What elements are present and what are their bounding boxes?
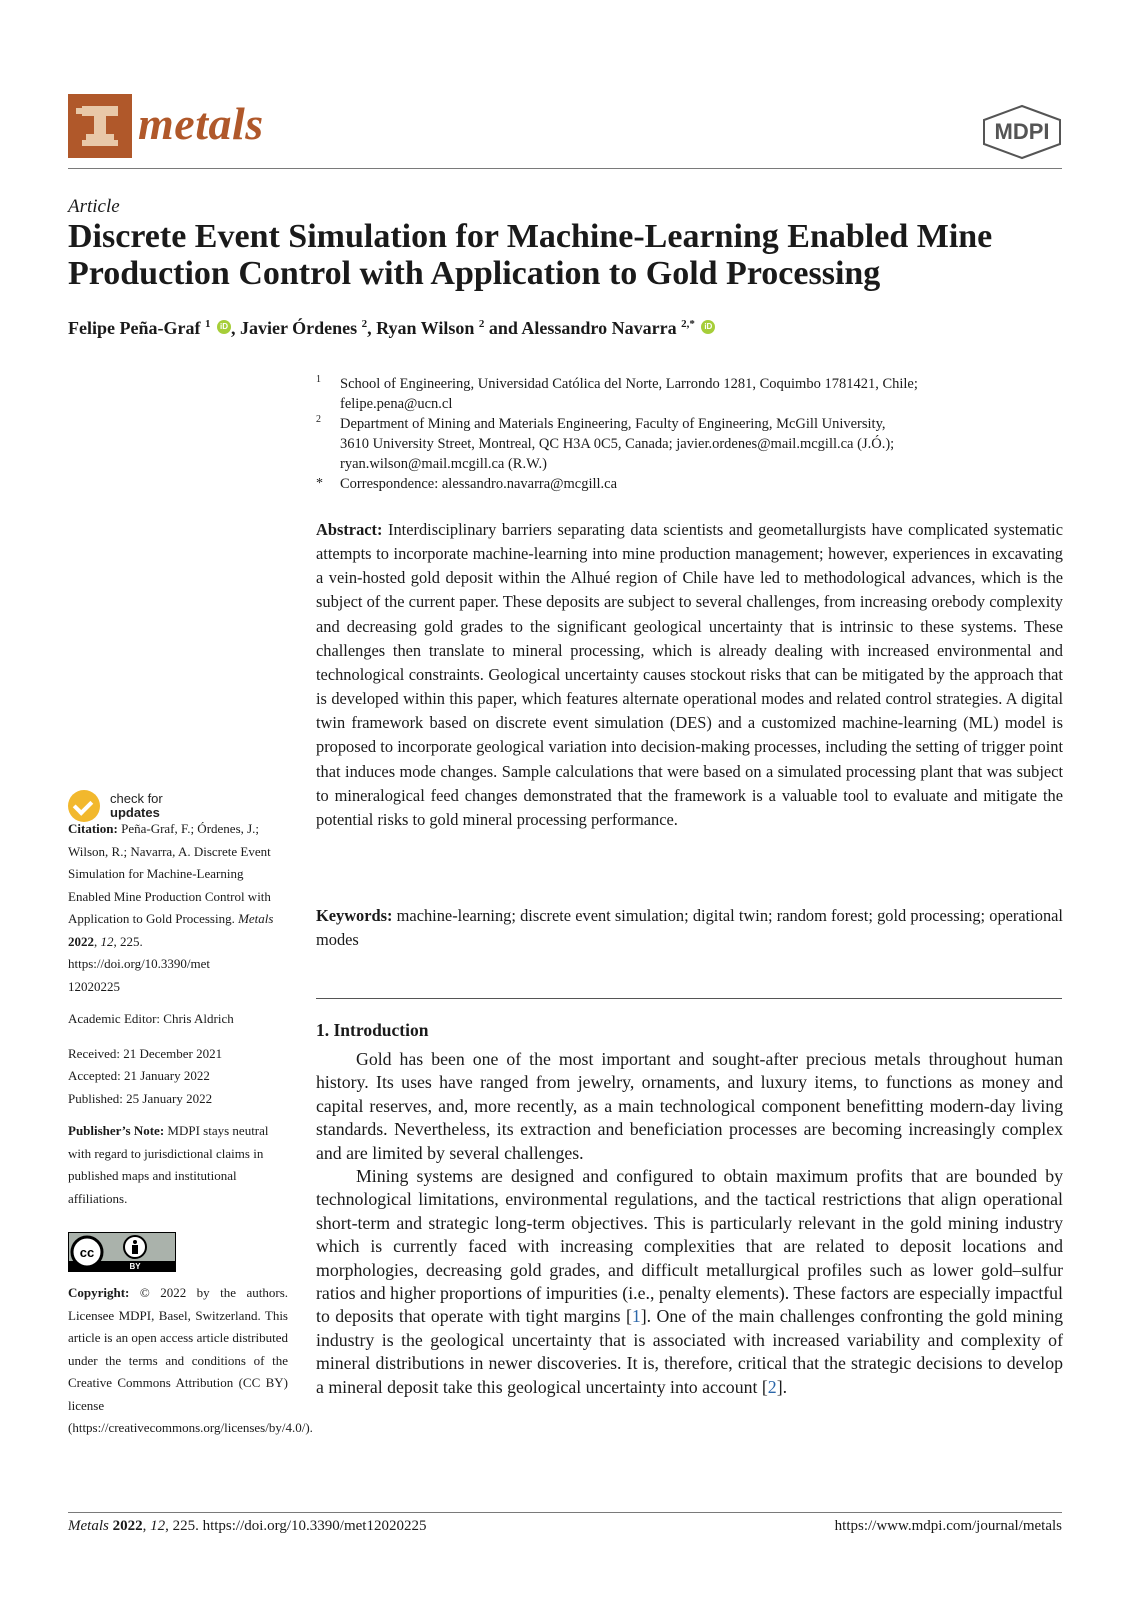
title-line-1: Discrete Event Simulation for Machine-Learning Enabled Mine <box>68 218 993 255</box>
academic-editor: Academic Editor: Chris Aldrich <box>68 1011 234 1026</box>
citation: Citation: Peña-Graf, F.; Órdenes, J.; Wilson, R.; Navarra, A. Discrete Event Simulation for Machine-Learning Enabled Mine Production Control with Application to Gold Processing. Metals 2022, 12, 225. https://doi.org/10.3390/met 12020225 <box>68 818 288 998</box>
cc-by-license-icon[interactable] <box>68 1232 176 1272</box>
author-affiliation-mark: 1 <box>204 318 211 330</box>
abstract-text: Interdisciplinary barriers separating data scientists and geometallurgists have complicated systematic attempts to incorporate machine-learning into mine production management; however, experiences in excavating a vein-hosted gold deposit within the Alhué region of Chile have led to methodological advances, which is the subject of the current paper. These deposits are subject to several challenges, from increasing orebody complexity and decreasing gold grades to the significant geological uncertainty that is intrinsic to these systems. These challenges then translate to mineral processing, which is already dealing with increased environmental and technological constraints. Geological uncertainty causes stockout risks that can be mitigated by the approach that is developed within this paper, which features alternate operational modes and related control strategies. A digital twin framework based on discrete event simulation (DES) and a customized machine-learning (ML) model is proposed to incorporate geological variation into decision-making processes, including the setting of trigger point that induces mode changes. Sample calculations that were based on a simulated processing plant that was subject to mineralogical feed changes demonstrated that the framework is a valuable tool to evaluate and mitigate the potential risks to gold mineral processing performance. <box>316 520 1063 829</box>
keywords-label: Keywords: <box>316 906 393 925</box>
author-affiliation-mark: 2 <box>361 318 368 330</box>
author-email[interactable]: felipe.pena@ucn.cl <box>340 396 453 412</box>
abstract-label: Abstract: <box>316 520 383 539</box>
author-list: Felipe Peña-Graf $^1$ iD , Javier Órdenes $^2$, Ryan Wilson $^2$ and Alessandro Navarra $^{2,*}$ iD <box>68 318 715 339</box>
abstract <box>316 518 1063 832</box>
header-divider <box>68 168 1062 169</box>
svg-text:BY: BY <box>129 1262 141 1271</box>
affiliation-1: 1 School of Engineering, Universidad Católica del Norte, Larrondo 1281, Coquimbo 1781421, Chile; felipe.pena@ucn.cl <box>316 374 1016 414</box>
section-divider <box>316 998 1062 999</box>
affiliation-2: 2 Department of Mining and Materials Engineering, Faculty of Engineering, McGill University, 3610 University Street, Montreal, QC H3A 0C5, Canada; javier.ordenes@mail.mcgill.ca (J.Ó.); ryan.wilson@mail.mcgill.ca (R.W.) <box>316 414 895 472</box>
author-name[interactable]: Alessandro Navarra <box>521 318 677 338</box>
author-name[interactable]: Felipe Peña-Graf <box>68 318 201 338</box>
check-for-updates-badge[interactable]: check for updates <box>68 790 163 822</box>
correspondence: * Correspondence: alessandro.navarra@mcgill.ca <box>316 476 618 492</box>
orcid-icon[interactable]: iD <box>701 320 715 334</box>
article-title <box>68 218 1068 292</box>
article-type: Article <box>68 196 120 217</box>
intro-paragraph-2: Mining systems are designed and configured to obtain maximum profits that are bounded by technological limitations, environmental regulations, and the tactical restrictions that align operational short-term and strategic long-term objectives. This is particularly relevant in the gold mining industry which is currently faced with increasing complexities that are related to deposit locations and morphologies, decreasing gold grades, and difficult metallurgical profiles such as lower gold–sulfur ratios and higher proportions of impurities (i.e., penalty elements). These factors are especially impactful to deposits that operate with tight margins [1]. One of the main challenges confronting the gold mining industry is the geological uncertainty that is associated with increased variability and complexity of mineral distributions in newer discoveries. It is, therefore, critical that the strategic decisions to develop a mineral deposit take this geological uncertainty into account [2]. <box>316 1166 1063 1397</box>
svg-text:cc: cc <box>79 1245 95 1260</box>
footer-divider <box>68 1512 1062 1513</box>
copyright-notice: Copyright: © 2022 by the authors. Licensee MDPI, Basel, Switzerland. This article is an open access article distributed under the terms and conditions of the Creative Commons Attribution (CC BY) license (https://creativecommons.org/licenses/by/4.0/). <box>68 1285 313 1435</box>
mdpi-logo <box>980 104 1064 165</box>
section-heading: 1. Introduction <box>316 1020 429 1040</box>
keywords <box>316 904 1063 952</box>
journal-logo-icon <box>68 94 132 158</box>
author-affiliation-mark: 2,* <box>681 318 695 330</box>
publishers-note: Publisher’s Note: MDPI stays neutral with regard to jurisdictional claims in published maps and institutional affiliations. <box>68 1123 269 1206</box>
journal-name: metals <box>138 98 264 149</box>
footer-doi[interactable]: , 225. https://doi.org/10.3390/met12020225 <box>165 1518 427 1534</box>
journal-url[interactable]: https://www.mdpi.com/journal/metals <box>834 1518 1062 1534</box>
received-date: Received: 21 December 2021 <box>68 1045 223 1061</box>
citation-doi[interactable]: https://doi.org/10.3390/met 12020225 <box>68 956 211 994</box>
author-affiliation-mark: 2 <box>478 318 485 330</box>
svg-text:MDPI: MDPI <box>994 119 1050 144</box>
author-name[interactable]: Javier Órdenes <box>239 318 358 338</box>
footer-citation: Metals 2022, 12, 225. https://doi.org/10.3390/met12020225 <box>68 1518 427 1534</box>
orcid-icon[interactable]: iD <box>217 320 231 334</box>
published-date: Published: 25 January 2022 <box>68 1090 213 1106</box>
citation-link[interactable]: 2 <box>767 1376 777 1397</box>
accepted-date: Accepted: 21 January 2022 <box>68 1068 210 1083</box>
citation-block <box>68 818 288 1210</box>
intro-paragraph-1: Gold has been one of the most important and sought-after precious metals throughout human history. Its uses have ranged from jewelry, ornaments, and luxury items, to functions as money and capital reserves, and, more recently, as a main technological component benefitting modern-day living standards. Nevertheless, its extraction and beneficiation processes are becoming increasingly complex and are limited by several challenges. <box>316 1049 1063 1163</box>
title-line-2: Production Control with Application to Gold Processing <box>68 255 881 292</box>
keywords-text: machine-learning; discrete event simulation; digital twin; random forest; gold processing; operational modes <box>316 906 1063 949</box>
citation-link[interactable]: 1 <box>631 1306 641 1327</box>
author-name[interactable]: Ryan Wilson <box>376 318 475 338</box>
